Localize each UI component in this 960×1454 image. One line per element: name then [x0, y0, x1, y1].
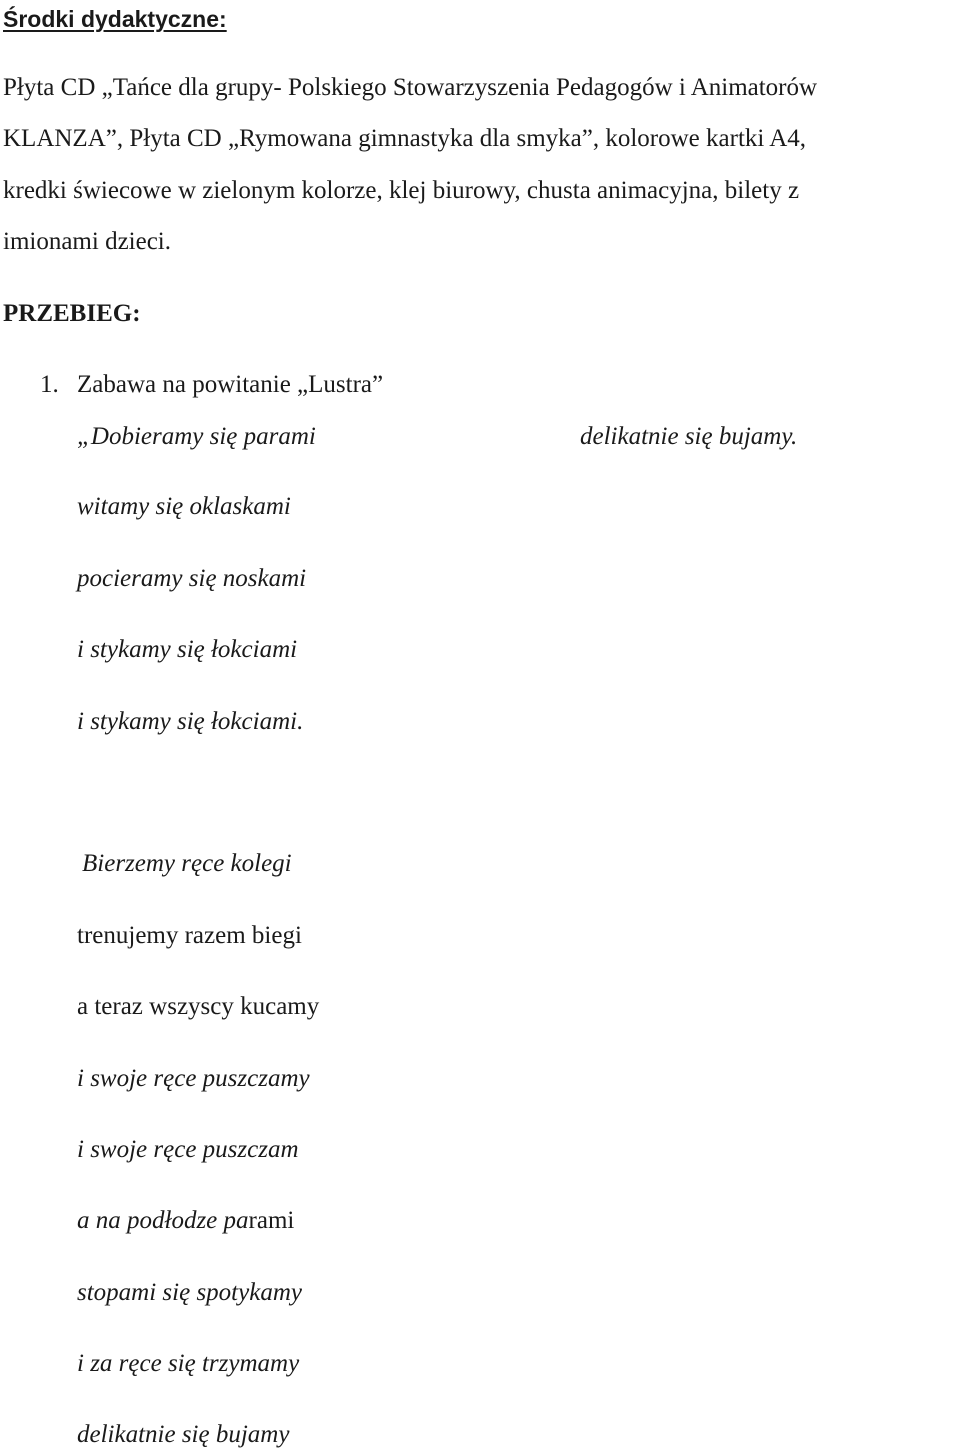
poem-verse2-italic-2: i swoje ręce puszczam [77, 1136, 299, 1163]
poem-verse1-line-3: i stykamy się łokciami [77, 636, 298, 663]
step-number: 1. [40, 371, 59, 398]
mixed-upright-part: rami [248, 1207, 295, 1234]
poem-verse2-end-2: i za ręce się trzymamy [77, 1350, 300, 1377]
poem-verse2-upright-2: a teraz wszyscy kucamy [77, 993, 320, 1020]
materials-heading: Środki dydaktyczne: [3, 6, 227, 32]
materials-line-3: kredki świecowe w zielonym kolorze, klej biurowy, chusta animacyjna, bilety z [3, 177, 800, 204]
step-title-text: Zabawa na powitanie „Lustra” [77, 371, 384, 398]
materials-line-4: imionami dzieci. [3, 228, 172, 255]
poem-verse2-end-1: stopami się spotykamy [77, 1279, 302, 1306]
poem-verse1-line-4: i stykamy się łokciami. [77, 708, 304, 735]
materials-line-2: KLANZA”, Płyta CD „Rymowana gimnastyka dla smyka”, kolorowe kartki A4, [3, 125, 807, 152]
materials-line-1: Płyta CD „Tańce dla grupy- Polskiego Stowarzyszenia Pedagogów i Animatorów [3, 74, 818, 101]
mixed-italic-part: a na podłodze pa [77, 1207, 249, 1234]
poem-line-delikatnie-right: delikatnie się bujamy. [580, 423, 798, 450]
przebieg-heading: PRZEBIEG: [3, 300, 141, 327]
poem-verse1-line-2: pocieramy się noskami [77, 565, 307, 592]
poem-verse2-italic-1: i swoje ręce puszczamy [77, 1065, 310, 1092]
poem-verse2-opening: Bierzemy ręce kolegi [82, 850, 292, 877]
poem-verse2-end-3: delikatnie się bujamy [77, 1421, 290, 1448]
poem-verse2-mixed-line [77, 1208, 294, 1233]
poem-verse1-line-1: witamy się oklaskami [77, 493, 291, 520]
poem-line-dobieramy: „Dobieramy się parami [77, 423, 316, 450]
step-1-title [40, 372, 383, 397]
poem-verse2-upright-1: trenujemy razem biegi [77, 922, 302, 949]
